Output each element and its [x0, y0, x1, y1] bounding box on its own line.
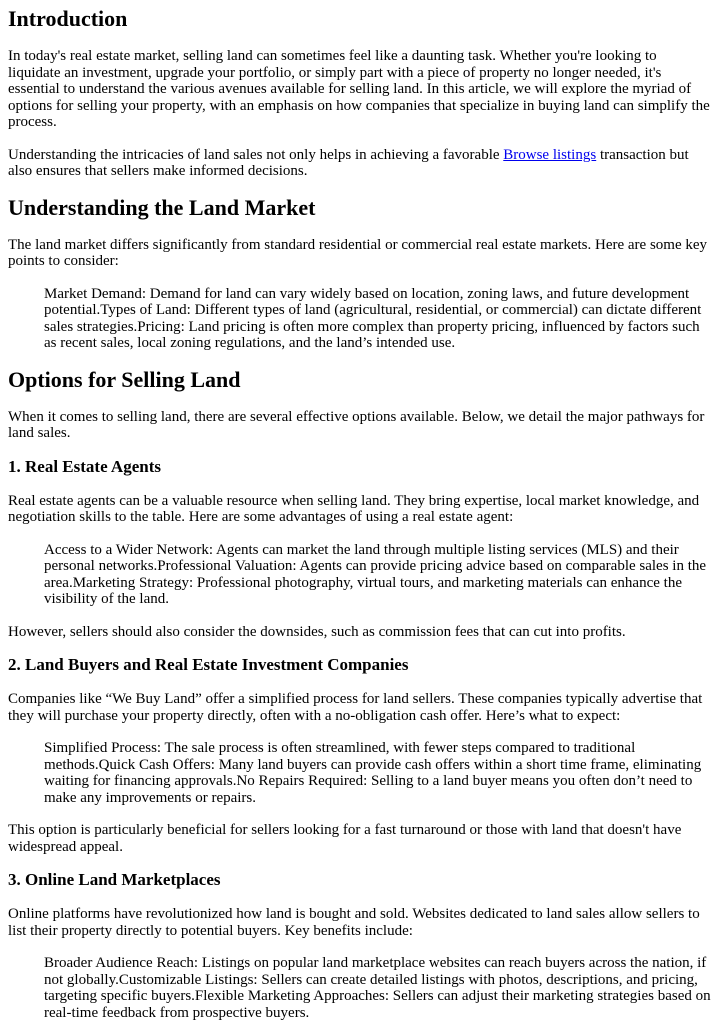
land-buyers-paragraph: Companies like “We Buy Land” offer a simplified process for land sellers. These companies typically advertise that they will purchase your property directly, often with a no-obligation cash offer. Here’s what to expect: — [8, 691, 703, 724]
land-market-paragraph: The land market differs significantly from standard residential or commercial real estate markets. Here are some key points to consider: — [8, 236, 708, 269]
land-buyers-expectations: Simplified Process: The sale process is often streamlined, with fewer steps compared to traditional methods.Quick Cash Offers: Many land buyers can provide cash offers within a short time frame, eliminating waiting for financing approvals.No Repairs Required: Selling to a land buyer means you often don’t need to make any improvements or repairs. — [44, 740, 702, 806]
introduction-paragraph-2 — [8, 147, 712, 180]
intro-text-after-link: transaction but also ensures that sellers make informed decisions. — [8, 146, 689, 179]
options-heading: Options for Selling Land — [8, 366, 241, 392]
land-market-points: Market Demand: Demand for land can vary widely based on location, zoning laws, and future development potential.Types of Land: Different types of land (agricultural, residential, or commercial) can dictate different sales strategies.Pricing: Land pricing is often more complex than property pricing, influenced by factors such as recent sales, local zoning regulations, and the land’s intended use. — [44, 285, 702, 351]
land-market-heading: Understanding the Land Market — [8, 194, 316, 220]
real-estate-agents-heading: 1. Real Estate Agents — [8, 456, 161, 476]
agents-paragraph: Real estate agents can be a valuable resource when selling land. They bring expertise, local market knowledge, and negotiation skills to the table. Here are some advantages of using a real estate agent: — [8, 492, 700, 525]
intro-text-before-link: Understanding the intricacies of land sales not only helps in achieving a favorable — [8, 146, 504, 163]
introduction-heading: Introduction — [8, 6, 128, 31]
online-marketplaces-paragraph: Online platforms have revolutionized how land is bought and sold. Websites dedicated to land sales allow sellers to list their property directly to potential buyers. Key benefits include: — [8, 906, 700, 939]
introduction-paragraph: In today's real estate market, selling land can sometimes feel like a daunting task. Whether you're looking to liquidate an investment, upgrade your portfolio, or simply part with a piece of property no longer needed, it's essential to understand the various avenues available for selling land. In this article, we will explore the myriad of options for selling your property, with an emphasis on how companies that specialize in buying land can simplify the process. — [8, 48, 710, 130]
agents-downsides-paragraph: However, sellers should also consider the downsides, such as commission fees that can cut into profits. — [8, 623, 626, 640]
browse-listings-link[interactable]: Browse listings — [503, 146, 597, 163]
online-marketplaces-benefits: Broader Audience Reach: Listings on popular land marketplace websites can reach buyers across the nation, if not globally.Customizable Listings: Sellers can create detailed listings with photos, descriptions, and pricing, targeting specific buyers.Flexible Marketing Approaches: Sellers can adjust their marketing strategies based on real-time feedback from prospective buyers. — [44, 955, 711, 1021]
article — [0, 7, 720, 1021]
online-marketplaces-heading: 3. Online Land Marketplaces — [8, 870, 221, 889]
options-paragraph: When it comes to selling land, there are several effective options available. Below, we detail the major pathways for land sales. — [8, 408, 705, 441]
agents-advantages: Access to a Wider Network: Agents can market the land through multiple listing services (MLS) and their personal networks.Professional Valuation: Agents can provide pricing advice based on comparable sales in the area.Marketing Strategy: Professional photography, virtual tours, and marketing materials can enhance the visibility of the land. — [44, 541, 707, 607]
land-buyers-benefit-paragraph: This option is particularly beneficial for sellers looking for a fast turnaround or those with land that doesn't have widespread appeal. — [8, 822, 682, 855]
land-buyers-heading: 2. Land Buyers and Real Estate Investment Companies — [8, 655, 409, 674]
